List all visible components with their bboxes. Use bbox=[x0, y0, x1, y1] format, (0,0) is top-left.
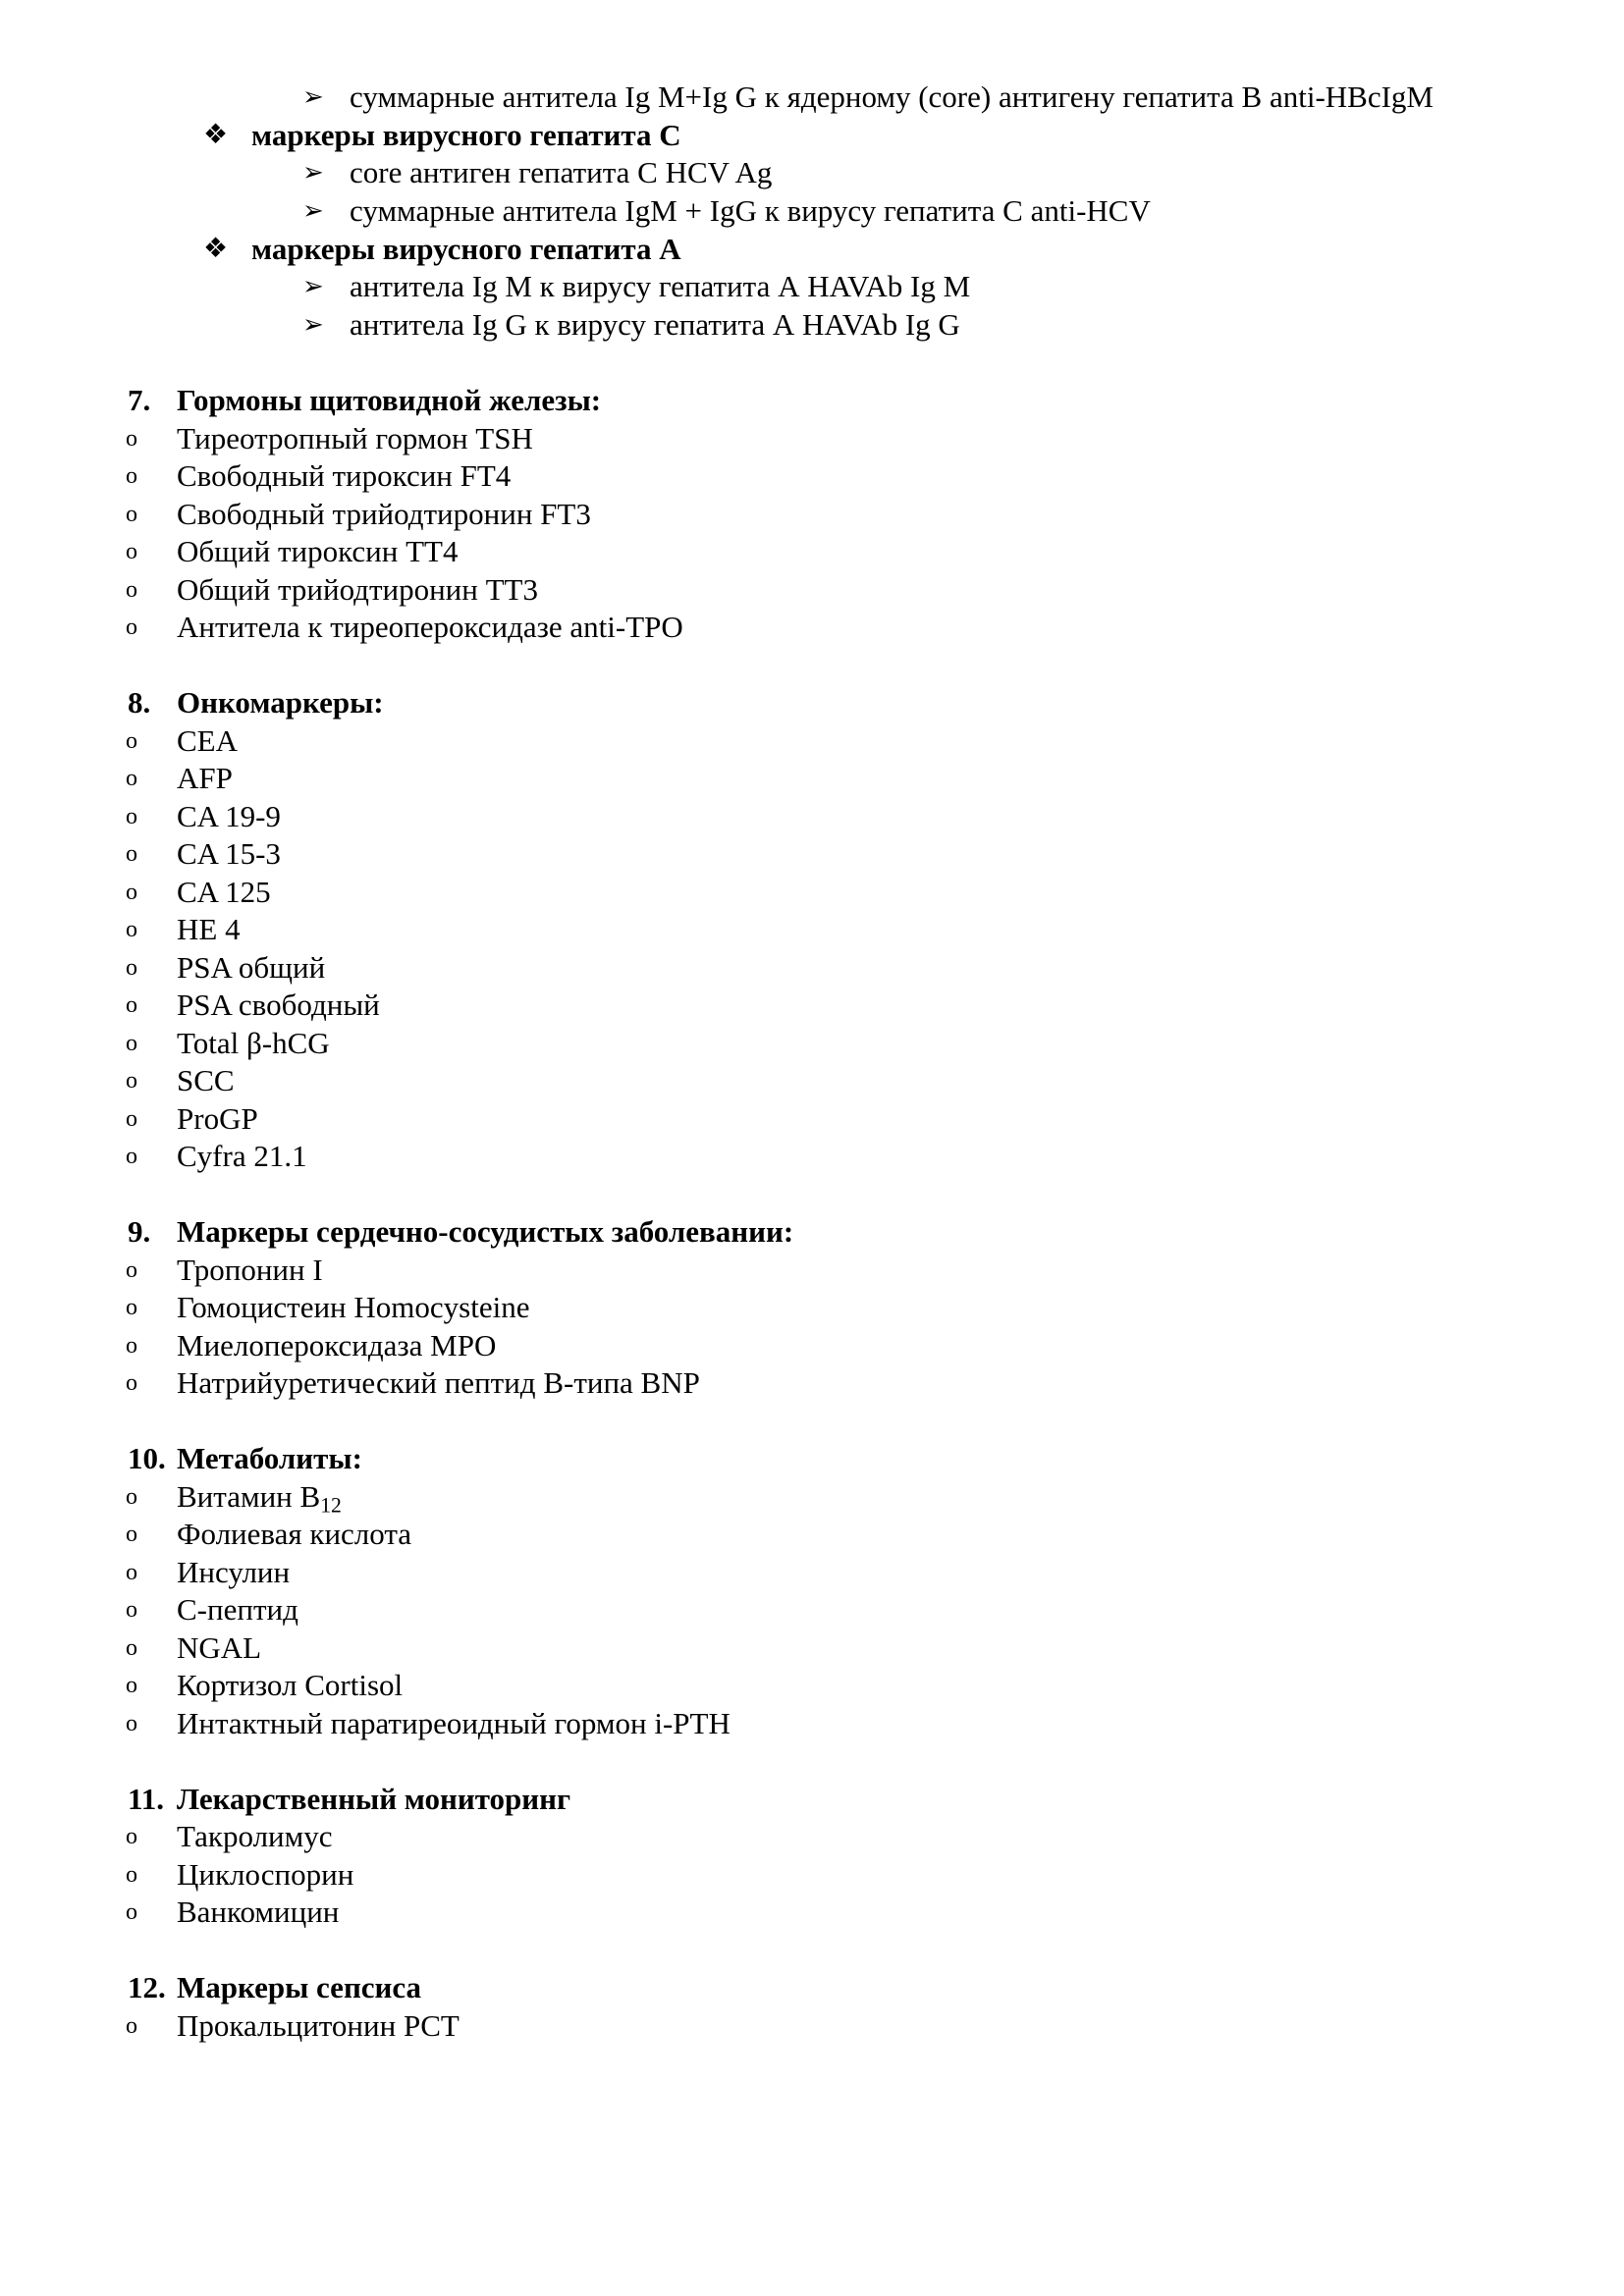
list-item: PSA общий bbox=[177, 950, 326, 985]
vitamin-b12-label: Витамин B bbox=[177, 1479, 321, 1514]
list-item: Прокальцитонин PCT bbox=[177, 2008, 460, 2043]
arrow-bullet-icon: ➢ bbox=[302, 82, 324, 111]
circle-bullet-icon: o bbox=[126, 1257, 137, 1283]
section-number: 7. bbox=[128, 383, 151, 417]
arrow-bullet-icon: ➢ bbox=[302, 272, 324, 300]
list-item: Антитела к тиреопероксидазе anti-TPO bbox=[177, 610, 683, 644]
circle-bullet-icon: o bbox=[126, 841, 137, 867]
circle-bullet-icon: o bbox=[126, 1295, 137, 1320]
circle-bullet-icon: o bbox=[126, 2013, 137, 2039]
circle-bullet-icon: o bbox=[126, 539, 137, 564]
list-item: Гомоцистеин Homocysteine bbox=[177, 1290, 530, 1324]
list-item: Общий тироксин TT4 bbox=[177, 534, 459, 568]
circle-bullet-icon: o bbox=[126, 1106, 137, 1132]
circle-bullet-icon: o bbox=[126, 1899, 137, 1925]
circle-bullet-icon: o bbox=[126, 1333, 137, 1359]
section-number: 10. bbox=[128, 1441, 166, 1475]
list-item: Миелопероксидаза MPO bbox=[177, 1328, 497, 1362]
section-heading: Лекарственный мониторинг bbox=[177, 1782, 571, 1816]
section-heading: Маркеры сепсиса bbox=[177, 1970, 422, 2004]
circle-bullet-icon: o bbox=[126, 614, 137, 640]
section-heading: Маркеры сердечно-сосудистых заболевании: bbox=[177, 1214, 794, 1249]
circle-bullet-icon: o bbox=[126, 1862, 137, 1888]
list-item: суммарные антитела IgM + IgG к вирусу гепатита С anti-HCV bbox=[350, 193, 1151, 228]
circle-bullet-icon: o bbox=[126, 1635, 137, 1661]
list-item bbox=[177, 1478, 342, 1516]
list-item: Общий трийодтиронин TT3 bbox=[177, 572, 538, 607]
circle-bullet-icon: o bbox=[126, 804, 137, 829]
arrow-bullet-icon: ➢ bbox=[302, 310, 324, 339]
list-item: SCC bbox=[177, 1063, 235, 1097]
diamond-bullet-icon: ❖ bbox=[203, 120, 229, 150]
circle-bullet-icon: o bbox=[126, 1597, 137, 1623]
list-item: core антиген гепатита С HCV Ag bbox=[350, 155, 773, 189]
list-item: CA 19-9 bbox=[177, 799, 281, 833]
circle-bullet-icon: o bbox=[126, 1560, 137, 1585]
list-item: Свободный трийодтиронин FT3 bbox=[177, 497, 591, 531]
section-number: 12. bbox=[128, 1970, 166, 2004]
circle-bullet-icon: o bbox=[126, 463, 137, 489]
circle-bullet-icon: o bbox=[126, 992, 137, 1018]
arrow-bullet-icon: ➢ bbox=[302, 196, 324, 225]
section-heading: Онкомаркеры: bbox=[177, 685, 384, 720]
subsection-heading: маркеры вирусного гепатита С bbox=[251, 118, 681, 152]
circle-bullet-icon: o bbox=[126, 917, 137, 942]
circle-bullet-icon: o bbox=[126, 1144, 137, 1169]
list-item: CA 15-3 bbox=[177, 836, 281, 871]
list-item: Тиреотропный гормон TSH bbox=[177, 421, 533, 455]
section-number: 9. bbox=[128, 1214, 151, 1249]
list-item: Свободный тироксин FT4 bbox=[177, 458, 512, 493]
list-item: Тропонин I bbox=[177, 1253, 323, 1287]
list-item: С-пептид bbox=[177, 1592, 298, 1627]
list-item: PSA свободный bbox=[177, 988, 380, 1022]
list-item: Ванкомицин bbox=[177, 1895, 340, 1929]
list-item: антитела Ig G к вирусу гепатита А HAVAb Ig G bbox=[350, 307, 960, 342]
diamond-bullet-icon: ❖ bbox=[203, 234, 229, 264]
arrow-bullet-icon: ➢ bbox=[302, 158, 324, 187]
circle-bullet-icon: o bbox=[126, 1370, 137, 1396]
list-item: CA 125 bbox=[177, 875, 271, 909]
circle-bullet-icon: o bbox=[126, 1031, 137, 1056]
list-item: Инсулин bbox=[177, 1555, 291, 1589]
list-item: Циклоспорин bbox=[177, 1857, 354, 1892]
list-item: Фолиевая кислота bbox=[177, 1517, 412, 1551]
subsection-heading: маркеры вирусного гепатита А bbox=[251, 232, 681, 266]
list-item: Такролимус bbox=[177, 1819, 333, 1853]
circle-bullet-icon: o bbox=[126, 426, 137, 452]
circle-bullet-icon: o bbox=[126, 1824, 137, 1849]
list-item: HE 4 bbox=[177, 912, 241, 946]
section-number: 11. bbox=[128, 1782, 165, 1816]
circle-bullet-icon: o bbox=[126, 502, 137, 527]
section-heading: Метаболиты: bbox=[177, 1441, 362, 1475]
list-item: Cyfra 21.1 bbox=[177, 1139, 307, 1173]
circle-bullet-icon: o bbox=[126, 1522, 137, 1547]
list-item: суммарные антитела Ig M+Ig G к ядерному (core) антигену гепатита B anti-HBcIgM bbox=[350, 80, 1434, 114]
list-item: антитела Ig M к вирусу гепатита А HAVAb Ig M bbox=[350, 269, 971, 303]
list-item: Кортизол Cortisol bbox=[177, 1668, 404, 1702]
circle-bullet-icon: o bbox=[126, 1711, 137, 1736]
list-item: Натрийуретический пептид B-типа BNP bbox=[177, 1365, 700, 1400]
circle-bullet-icon: o bbox=[126, 955, 137, 981]
vitamin-b12-subscript: 12 bbox=[320, 1493, 342, 1518]
list-item: NGAL bbox=[177, 1630, 262, 1665]
list-item: Интактный паратиреоидный гормон i-PTH bbox=[177, 1706, 731, 1740]
circle-bullet-icon: o bbox=[126, 728, 137, 754]
list-item: ProGP bbox=[177, 1101, 258, 1136]
list-item: CEA bbox=[177, 723, 238, 758]
circle-bullet-icon: o bbox=[126, 880, 137, 905]
section-heading: Гормоны щитовидной железы: bbox=[177, 383, 602, 417]
circle-bullet-icon: o bbox=[126, 1484, 137, 1510]
circle-bullet-icon: o bbox=[126, 577, 137, 603]
list-item: Total β-hCG bbox=[177, 1026, 330, 1060]
circle-bullet-icon: o bbox=[126, 766, 137, 791]
circle-bullet-icon: o bbox=[126, 1673, 137, 1698]
list-item: AFP bbox=[177, 761, 233, 795]
section-number: 8. bbox=[128, 685, 151, 720]
circle-bullet-icon: o bbox=[126, 1068, 137, 1094]
